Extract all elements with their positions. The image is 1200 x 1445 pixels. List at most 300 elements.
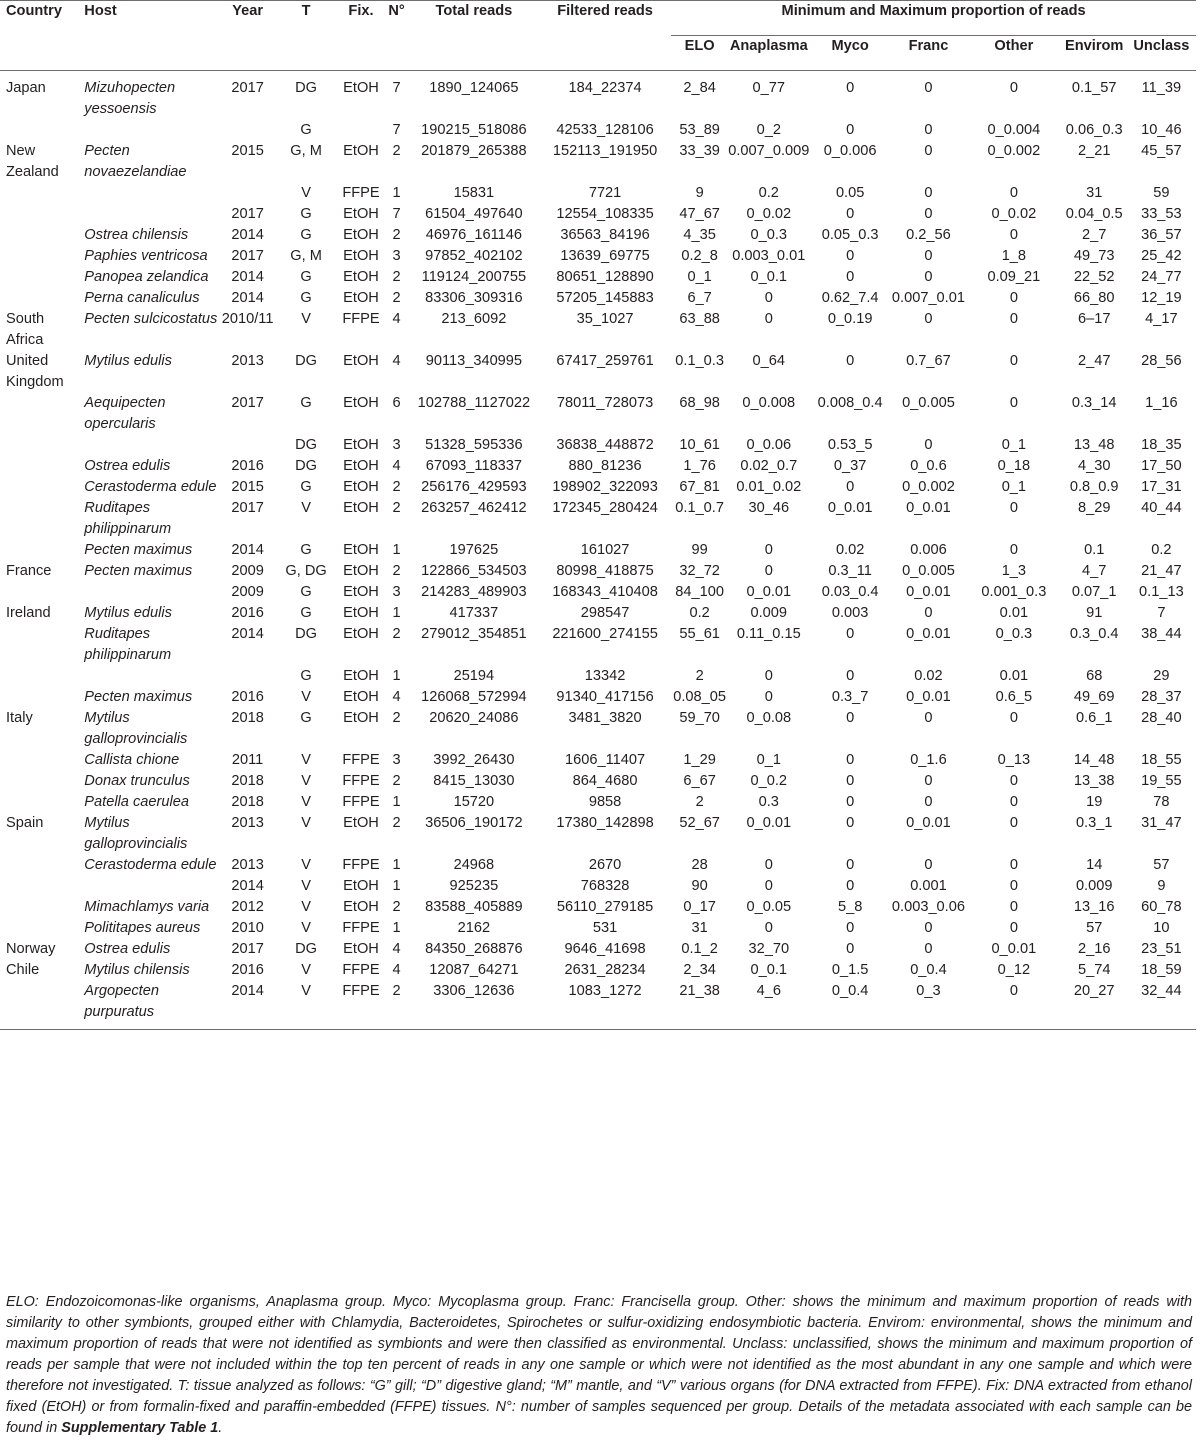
cell-total-reads: 256176_429593 xyxy=(421,479,527,495)
cell-other: 0_1 xyxy=(1001,437,1027,453)
cell-other: 0 xyxy=(1009,500,1018,516)
cell-year xyxy=(221,120,275,141)
cell-franc: 0_0.005 xyxy=(902,563,955,579)
table-row xyxy=(0,750,1196,771)
cell-n: 1 xyxy=(392,668,401,684)
cell-other: 0.6_5 xyxy=(995,689,1033,705)
cell-year: 2009 xyxy=(231,584,264,600)
table-row xyxy=(0,918,1196,939)
cell-total-reads: 3992_26430 xyxy=(433,752,515,768)
cell-envirom: 0.1_57 xyxy=(1071,80,1117,96)
col-unclass: Unclass xyxy=(1133,38,1190,54)
cell-anaplasma: 0_0.01 xyxy=(746,815,792,831)
cell-year: 2010/11 xyxy=(221,311,274,327)
cell-franc: 0_0.01 xyxy=(906,689,951,705)
cell-filtered-reads: 17380_142898 xyxy=(556,815,654,831)
cell-tissue: G xyxy=(300,122,312,138)
cell-tissue: V xyxy=(301,878,311,894)
cell-host: Pecten maximus xyxy=(84,563,193,579)
cell-unclass: 18_35 xyxy=(1141,437,1182,453)
cell-country xyxy=(0,267,78,288)
cell-franc: 0 xyxy=(924,773,933,789)
cell-tissue: V xyxy=(301,794,311,810)
cell-envirom: 57 xyxy=(1086,920,1103,936)
cell-envirom: 2_7 xyxy=(1082,227,1107,243)
table-row xyxy=(0,897,1196,918)
cell-n: 2 xyxy=(392,500,401,516)
cell-year: 2017 xyxy=(231,80,264,96)
cell-anaplasma: 0.01_0.02 xyxy=(736,479,802,495)
cell-country: Norway xyxy=(6,941,56,957)
cell-anaplasma: 0_0.1 xyxy=(750,962,788,978)
cell-anaplasma: 0 xyxy=(764,668,773,684)
cell-country: New Zealand xyxy=(6,143,59,180)
cell-unclass: 19_55 xyxy=(1141,773,1182,789)
cell-myco: 0_0.006 xyxy=(823,143,877,159)
cell-anaplasma: 0_0.05 xyxy=(746,899,792,915)
cell-elo: 68_98 xyxy=(679,395,720,411)
cell-fix: EtOH xyxy=(343,206,379,222)
cell-host: Ruditapes philippinarum xyxy=(84,500,172,537)
col-other: Other xyxy=(994,38,1034,54)
cell-total-reads: 3306_12636 xyxy=(409,981,539,1030)
cell-year: 2009 xyxy=(231,563,264,579)
cell-n: 3 xyxy=(392,752,401,768)
cell-unclass: 4_17 xyxy=(1145,311,1178,327)
cell-other: 0 xyxy=(1009,794,1018,810)
cell-filtered-reads: 2670 xyxy=(588,857,622,873)
cell-tissue: G xyxy=(300,206,312,222)
cell-country xyxy=(0,918,78,939)
cell-anaplasma: 0_0.008 xyxy=(742,395,796,411)
cell-tissue: V xyxy=(301,899,311,915)
cell-anaplasma: 0 xyxy=(764,563,773,579)
cell-myco: 0_0.01 xyxy=(827,500,873,516)
cell-myco: 0 xyxy=(846,248,855,264)
cell-myco: 0.008_0.4 xyxy=(817,395,883,411)
cell-elo: 6_7 xyxy=(687,290,712,306)
cell-host xyxy=(78,120,220,141)
cell-host: Ostrea edulis xyxy=(84,458,171,474)
cell-total-reads: 201879_265388 xyxy=(421,143,527,159)
cell-franc: 0_0.01 xyxy=(906,500,951,516)
cell-myco: 0 xyxy=(846,80,855,96)
cell-filtered-reads: 9858 xyxy=(588,794,622,810)
cell-host xyxy=(78,666,220,687)
cell-total-reads: 36506_190172 xyxy=(425,815,523,831)
cell-franc: 0 xyxy=(924,920,933,936)
table-row xyxy=(0,792,1196,813)
cell-total-reads: 97852_402102 xyxy=(425,248,523,264)
cell-total-reads: 119124_200755 xyxy=(421,269,527,285)
cell-elo: 0.08_05 xyxy=(673,689,727,705)
cell-anaplasma: 0_0.1 xyxy=(750,269,788,285)
cell-envirom: 19 xyxy=(1086,794,1103,810)
table-row xyxy=(0,540,1196,561)
cell-year: 2016 xyxy=(231,689,264,705)
cell-total-reads: 279012_354851 xyxy=(421,626,527,642)
table-row xyxy=(0,288,1196,309)
cell-unclass: 21_47 xyxy=(1141,563,1182,579)
cell-year: 2015 xyxy=(231,143,264,159)
cell-elo: 2_34 xyxy=(683,962,716,978)
cell-myco: 0 xyxy=(846,206,855,222)
cell-other: 1_3 xyxy=(1001,563,1027,579)
cell-country: Ireland xyxy=(6,605,51,621)
cell-franc: 0_1.6 xyxy=(910,752,947,768)
cell-tissue: G xyxy=(300,668,312,684)
cell-envirom: 0.06_0.3 xyxy=(1065,122,1123,138)
cell-other: 0 xyxy=(1009,920,1018,936)
cell-franc: 0_0.01 xyxy=(906,584,951,600)
cell-total-reads: 90113_340995 xyxy=(425,353,523,369)
cell-elo: 31 xyxy=(691,920,708,936)
cell-envirom: 66_80 xyxy=(1073,290,1115,306)
cell-year: 2017 xyxy=(231,500,264,516)
cell-elo: 0.2_8 xyxy=(681,248,718,264)
cell-total-reads: 15831 xyxy=(453,185,495,201)
cell-country: Italy xyxy=(6,710,33,726)
cell-other: 0 xyxy=(1009,878,1018,894)
cell-franc: 0_0.01 xyxy=(906,815,951,831)
cell-franc: 0 xyxy=(924,143,933,159)
cell-envirom: 0.009 xyxy=(1075,878,1113,894)
cell-unclass: 12_19 xyxy=(1141,290,1182,306)
cell-fix: FFPE xyxy=(342,773,380,789)
cell-myco: 0_37 xyxy=(833,458,867,474)
cell-fix: FFPE xyxy=(342,752,380,768)
cell-unclass: 78 xyxy=(1153,794,1170,810)
cell-total-reads: 20620_24086 xyxy=(429,710,519,726)
cell-unclass: 18_55 xyxy=(1141,752,1182,768)
cell-fix: EtOH xyxy=(343,626,379,642)
cell-elo: 1_29 xyxy=(683,752,716,768)
cell-anaplasma: 0_2 xyxy=(756,122,781,138)
table-row xyxy=(0,624,1196,666)
cell-year: 2018 xyxy=(231,773,264,789)
cell-country xyxy=(0,393,78,435)
cell-franc: 0_0.005 xyxy=(902,395,955,411)
cell-franc: 0_0.01 xyxy=(906,626,951,642)
cell-n: 4 xyxy=(392,311,401,327)
cell-envirom: 22_52 xyxy=(1073,269,1115,285)
table-row xyxy=(0,666,1196,687)
cell-envirom: 0.3_1 xyxy=(1075,815,1113,831)
cell-country: Spain xyxy=(6,815,44,831)
cell-n: 2 xyxy=(392,290,401,306)
cell-host: Cerastoderma edule xyxy=(84,857,217,873)
cell-anaplasma: 0 xyxy=(764,290,773,306)
cell-myco: 0 xyxy=(846,857,855,873)
cell-year: 2015 xyxy=(231,479,264,495)
table-row xyxy=(0,876,1196,897)
cell-total-reads: 12087_64271 xyxy=(429,962,519,978)
cell-other: 0 xyxy=(1009,80,1018,96)
table-row xyxy=(0,687,1196,708)
cell-anaplasma: 0 xyxy=(764,542,773,558)
table-row xyxy=(0,204,1196,225)
cell-total-reads: 102788_1127022 xyxy=(417,395,531,411)
cell-elo: 10_61 xyxy=(679,437,720,453)
cell-unclass: 28_56 xyxy=(1141,353,1182,369)
cell-n: 4 xyxy=(392,689,401,705)
cell-total-reads: 61504_497640 xyxy=(425,206,523,222)
cell-tissue: G xyxy=(300,584,312,600)
cell-country xyxy=(0,855,78,876)
cell-envirom: 13_48 xyxy=(1073,437,1115,453)
cell-filtered-reads: 864_4680 xyxy=(572,773,638,789)
cell-tissue: V xyxy=(301,185,311,201)
cell-unclass: 29 xyxy=(1153,668,1170,684)
cell-unclass: 24_77 xyxy=(1141,269,1182,285)
cell-tissue: DG xyxy=(295,458,318,474)
col-envirom: Envirom xyxy=(1065,38,1124,54)
cell-host: Mizuhopecten yessoensis xyxy=(84,80,176,117)
cell-host: Mytilus edulis xyxy=(84,353,172,369)
cell-myco: 0 xyxy=(846,941,855,957)
cell-franc: 0.7_67 xyxy=(906,353,951,369)
cell-elo: 52_67 xyxy=(679,815,720,831)
cell-fix: EtOH xyxy=(343,80,379,96)
cell-franc: 0 xyxy=(924,605,933,621)
cell-host: Pecten sulcicostatus xyxy=(84,311,218,327)
cell-filtered-reads: 298547 xyxy=(580,605,630,621)
cell-country xyxy=(0,897,78,918)
table-footnote xyxy=(6,1292,1192,1439)
cell-other: 0 xyxy=(1009,773,1018,789)
cell-n: 1 xyxy=(392,185,401,201)
cell-filtered-reads: 67417_259761 xyxy=(556,353,654,369)
cell-other: 0_0.3 xyxy=(995,626,1033,642)
cell-anaplasma: 32_70 xyxy=(748,941,790,957)
cell-myco: 0.03_0.4 xyxy=(821,584,879,600)
cell-myco: 0 xyxy=(846,773,855,789)
cell-elo: 0_1 xyxy=(687,269,712,285)
cell-franc: 0 xyxy=(924,437,933,453)
cell-filtered-reads: 80651_128890 xyxy=(556,269,654,285)
cell-envirom: 0.04_0.5 xyxy=(1065,206,1123,222)
cell-envirom: 5_74 xyxy=(1077,962,1111,978)
cell-franc: 0.003_0.06 xyxy=(891,899,965,915)
cell-elo: 0_17 xyxy=(683,899,716,915)
cell-n: 4 xyxy=(392,458,401,474)
cell-n: 4 xyxy=(392,941,401,957)
cell-n: 2 xyxy=(392,710,401,726)
cell-elo: 2 xyxy=(695,668,704,684)
cell-host xyxy=(78,204,220,225)
cell-country: Japan xyxy=(6,80,46,96)
cell-anaplasma: 0_1 xyxy=(756,752,781,768)
cell-anaplasma: 0_64 xyxy=(752,353,786,369)
cell-year: 2017 xyxy=(231,248,264,264)
cell-n: 4 xyxy=(392,353,401,369)
cell-n: 2 xyxy=(392,143,401,159)
cell-host: Pecten maximus xyxy=(84,542,193,558)
cell-country xyxy=(0,540,78,561)
cell-franc: 0 xyxy=(924,269,933,285)
cell-filtered-reads: 42533_128106 xyxy=(556,122,654,138)
cell-other: 0_13 xyxy=(997,752,1031,768)
cell-host: Pecten novaezelandiae xyxy=(84,143,187,180)
cell-myco: 0 xyxy=(846,668,855,684)
cell-n: 2 xyxy=(392,563,401,579)
cell-elo: 53_89 xyxy=(679,122,720,138)
cell-envirom: 0.07_1 xyxy=(1071,584,1117,600)
cell-tissue: V xyxy=(301,857,311,873)
cell-other: 0 xyxy=(1009,227,1018,243)
cell-unclass: 18_59 xyxy=(1141,962,1182,978)
cell-year: 2013 xyxy=(231,857,264,873)
cell-franc: 0.2_56 xyxy=(906,227,951,243)
cell-host xyxy=(78,183,220,204)
cell-host: Paphies ventricosa xyxy=(84,248,208,264)
table-row xyxy=(0,981,1196,1030)
cell-anaplasma: 0 xyxy=(764,857,773,873)
cell-total-reads: 214283_489903 xyxy=(421,584,527,600)
cell-unclass: 10_46 xyxy=(1141,122,1182,138)
cell-unclass: 36_57 xyxy=(1141,227,1182,243)
cell-envirom: 49_69 xyxy=(1073,689,1115,705)
cell-unclass: 32_44 xyxy=(1127,981,1196,1030)
cell-anaplasma: 0_0.01 xyxy=(746,584,792,600)
cell-myco: 0 xyxy=(846,122,855,138)
cell-other: 0.01 xyxy=(999,668,1029,684)
cell-year: 2016 xyxy=(231,605,264,621)
table-row xyxy=(0,351,1196,393)
cell-filtered-reads: 768328 xyxy=(580,878,630,894)
cell-year: 2014 xyxy=(231,626,264,642)
cell-n: 3 xyxy=(392,248,401,264)
cell-n: 2 xyxy=(384,981,408,1030)
cell-country xyxy=(0,981,78,1030)
supplementary-table-link[interactable]: Supplementary Table 1 xyxy=(61,1420,219,1436)
cell-fix: EtOH xyxy=(343,227,379,243)
cell-franc: 0 xyxy=(924,710,933,726)
cell-unclass: 11_39 xyxy=(1141,80,1182,96)
cell-franc: 0 xyxy=(924,185,933,201)
table-row xyxy=(0,477,1196,498)
cell-envirom: 4_7 xyxy=(1082,563,1107,579)
cell-envirom: 13_38 xyxy=(1073,773,1115,789)
cell-tissue: V xyxy=(301,752,311,768)
cell-year: 2013 xyxy=(231,353,264,369)
cell-host: Perna canaliculus xyxy=(84,290,200,306)
cell-myco: 0 xyxy=(846,794,855,810)
cell-elo: 21_38 xyxy=(671,981,728,1030)
cell-filtered-reads: 152113_191950 xyxy=(552,143,658,159)
cell-other: 0 xyxy=(1009,857,1018,873)
cell-elo: 4_35 xyxy=(683,227,716,243)
cell-country xyxy=(0,456,78,477)
cell-elo: 59_70 xyxy=(679,710,720,726)
cell-unclass: 57 xyxy=(1153,857,1170,873)
cell-elo: 9 xyxy=(695,185,704,201)
cell-unclass: 9 xyxy=(1157,878,1166,894)
cell-fix: EtOH xyxy=(343,542,379,558)
cell-year: 2017 xyxy=(231,941,264,957)
cell-other: 0 xyxy=(1009,185,1018,201)
cell-filtered-reads: 36838_448872 xyxy=(556,437,654,453)
cell-fix: EtOH xyxy=(343,710,379,726)
cell-tissue: G, M xyxy=(290,248,322,264)
cell-tissue: V xyxy=(301,311,311,327)
cell-n: 2 xyxy=(392,269,401,285)
cell-tissue: V xyxy=(301,962,311,978)
cell-total-reads: 84350_268876 xyxy=(425,941,523,957)
cell-unclass: 10 xyxy=(1153,920,1170,936)
cell-host xyxy=(78,582,220,603)
cell-filtered-reads: 2631_28234 xyxy=(564,962,646,978)
cell-host: Ruditapes philippinarum xyxy=(84,626,172,663)
cell-envirom: 0.3_14 xyxy=(1071,395,1117,411)
cell-tissue: G xyxy=(300,290,312,306)
cell-other: 0 xyxy=(1009,290,1018,306)
cell-franc: 0 xyxy=(924,794,933,810)
cell-other: 0_18 xyxy=(997,458,1031,474)
cell-country xyxy=(0,288,78,309)
table-row xyxy=(0,435,1196,456)
cell-envirom: 0.8_0.9 xyxy=(1069,479,1119,495)
cell-total-reads: 925235 xyxy=(449,878,499,894)
cell-tissue: G, M xyxy=(290,143,322,159)
cell-fix: EtOH xyxy=(343,143,379,159)
cell-filtered-reads: 161027 xyxy=(580,542,630,558)
cell-envirom: 6–17 xyxy=(1077,311,1111,327)
cell-n: 2 xyxy=(392,626,401,642)
cell-country xyxy=(0,771,78,792)
cell-anaplasma: 0.2 xyxy=(758,185,779,201)
cell-tissue: G, DG xyxy=(285,563,327,579)
cell-year: 2014 xyxy=(231,878,264,894)
cell-filtered-reads: 221600_274155 xyxy=(552,626,658,642)
cell-other: 0_0.002 xyxy=(987,143,1041,159)
cell-filtered-reads: 168343_410408 xyxy=(552,584,658,600)
cell-myco: 0_0.4 xyxy=(809,981,890,1030)
cell-total-reads: 197625 xyxy=(449,542,499,558)
cell-myco: 0.3_11 xyxy=(828,563,872,579)
cell-year: 2012 xyxy=(231,899,264,915)
cell-franc: 0 xyxy=(924,248,933,264)
cell-other: 0.01 xyxy=(999,605,1029,621)
table-row xyxy=(0,939,1196,960)
cell-host: Panopea zelandica xyxy=(84,269,209,285)
cell-myco: 0_1.5 xyxy=(831,962,869,978)
cell-franc: 0 xyxy=(924,311,933,327)
table-row xyxy=(0,393,1196,435)
cell-elo: 33_39 xyxy=(679,143,720,159)
cell-fix: EtOH xyxy=(343,584,379,600)
cell-n: 7 xyxy=(392,80,401,96)
col-franc: Franc xyxy=(908,38,949,54)
cell-other: 0_12 xyxy=(997,962,1031,978)
cell-year xyxy=(221,435,275,456)
col-tissue: T xyxy=(275,1,338,71)
cell-fix: FFPE xyxy=(342,794,380,810)
cell-host: Cerastoderma edule xyxy=(84,479,217,495)
table-row xyxy=(0,498,1196,540)
cell-host: Ostrea chilensis xyxy=(84,227,189,243)
cell-year: 2011 xyxy=(231,752,264,768)
cell-myco: 0.62_7.4 xyxy=(821,290,879,306)
cell-other: 0 xyxy=(1009,542,1018,558)
cell-elo: 99 xyxy=(691,542,708,558)
cell-fix: EtOH xyxy=(343,605,379,621)
cell-myco: 0 xyxy=(846,269,855,285)
cell-host: Mytilus galloprovincialis xyxy=(84,815,188,852)
cell-elo: 84_100 xyxy=(675,584,724,600)
cell-tissue: G xyxy=(300,395,312,411)
cell-year: 2017 xyxy=(231,395,264,411)
